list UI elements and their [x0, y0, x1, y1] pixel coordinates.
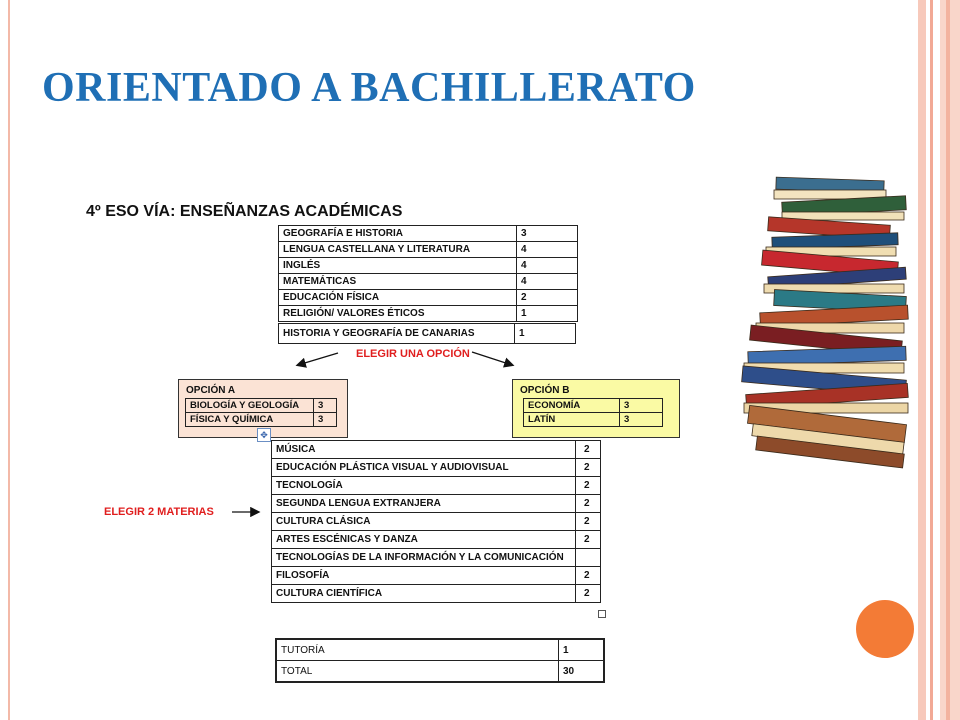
arrow-to-option-a — [298, 353, 338, 365]
subject-hours: 3 — [620, 399, 663, 413]
summary-hours: 30 — [559, 661, 605, 683]
summary-table — [275, 638, 605, 683]
option-b-table — [523, 398, 663, 427]
subject-name: EDUCACIÓN FÍSICA — [279, 290, 517, 306]
subject-hours: 1 — [517, 306, 578, 322]
subject-name: MATEMÁTICAS — [279, 274, 517, 290]
table-row — [186, 399, 337, 413]
subject-name: SEGUNDA LENGUA EXTRANJERA — [272, 495, 576, 513]
subject-hours: 3 — [314, 399, 337, 413]
subject-hours: 2 — [517, 290, 578, 306]
subject-hours: 2 — [576, 477, 601, 495]
table-row — [272, 495, 601, 513]
subject-name: TECNOLOGÍA — [272, 477, 576, 495]
option-b-box — [512, 379, 680, 438]
summary-name: TUTORÍA — [276, 639, 559, 661]
stack-of-books-icon — [738, 175, 916, 475]
move-handle-icon[interactable]: ✥ — [257, 428, 271, 442]
subject-hours: 2 — [576, 513, 601, 531]
subject-name: BIOLOGÍA Y GEOLOGÍA — [186, 399, 314, 413]
resize-handle[interactable] — [598, 610, 606, 618]
table-row — [524, 413, 663, 427]
section-heading: 4º ESO VÍA: ENSEÑANZAS ACADÉMICAS — [86, 203, 403, 220]
subject-name: TECNOLOGÍAS DE LA INFORMACIÓN Y LA COMUNICACIÓN — [272, 549, 576, 567]
option-b-label: OPCIÓN B — [520, 385, 570, 396]
subject-name: ECONOMÍA — [524, 399, 620, 413]
table-row — [524, 399, 663, 413]
subject-hours: 2 — [576, 459, 601, 477]
subject-hours: 2 — [576, 495, 601, 513]
subject-name: GEOGRAFÍA E HISTORIA — [279, 226, 517, 242]
electives-table — [271, 440, 601, 603]
subject-name: HISTORIA Y GEOGRAFÍA DE CANARIAS — [279, 324, 515, 344]
table-row — [272, 459, 601, 477]
subject-name: FILOSOFÍA — [272, 567, 576, 585]
subject-name: ARTES ESCÉNICAS Y DANZA — [272, 531, 576, 549]
choose-two-label: ELEGIR 2 MATERIAS — [104, 506, 214, 518]
table-row — [272, 585, 601, 603]
option-a-label: OPCIÓN A — [186, 385, 236, 396]
table-row — [276, 661, 604, 683]
subject-hours: 1 — [515, 324, 576, 344]
subject-name: EDUCACIÓN PLÁSTICA VISUAL Y AUDIOVISUAL — [272, 459, 576, 477]
orange-circle — [856, 600, 914, 658]
subject-hours: 2 — [576, 441, 601, 459]
subject-hours: 2 — [576, 585, 601, 603]
subject-name: MÚSICA — [272, 441, 576, 459]
table-row — [276, 639, 604, 661]
subject-name: LATÍN — [524, 413, 620, 427]
subject-hours: 4 — [517, 274, 578, 290]
subject-hours: 3 — [620, 413, 663, 427]
choose-option-label: ELEGIR UNA OPCIÓN — [356, 348, 470, 360]
subject-name: FÍSICA Y QUÍMICA — [186, 413, 314, 427]
table-row — [272, 549, 601, 567]
subject-name: RELIGIÓN/ VALORES ÉTICOS — [279, 306, 517, 322]
slide-title: ORIENTADO A BACHILLERATO — [42, 65, 696, 111]
table-row — [272, 441, 601, 459]
table-row — [272, 531, 601, 549]
subject-name: LENGUA CASTELLANA Y LITERATURA — [279, 242, 517, 258]
subject-hours: 2 — [576, 567, 601, 585]
subject-name: CULTURA CLÁSICA — [272, 513, 576, 531]
subject-hours: 4 — [517, 242, 578, 258]
table-row — [272, 477, 601, 495]
subject-hours: 3 — [517, 226, 578, 242]
table-row — [272, 513, 601, 531]
arrow-to-option-b — [472, 352, 512, 365]
subject-hours: 3 — [314, 413, 337, 427]
table-row — [186, 413, 337, 427]
table-row — [272, 567, 601, 585]
subject-name: CULTURA CIENTÍFICA — [272, 585, 576, 603]
option-a-table — [185, 398, 337, 427]
subject-hours: 4 — [517, 258, 578, 274]
summary-hours: 1 — [559, 639, 605, 661]
subject-hours — [576, 549, 601, 567]
subject-name: INGLÉS — [279, 258, 517, 274]
summary-name: TOTAL — [276, 661, 559, 683]
subject-hours: 2 — [576, 531, 601, 549]
